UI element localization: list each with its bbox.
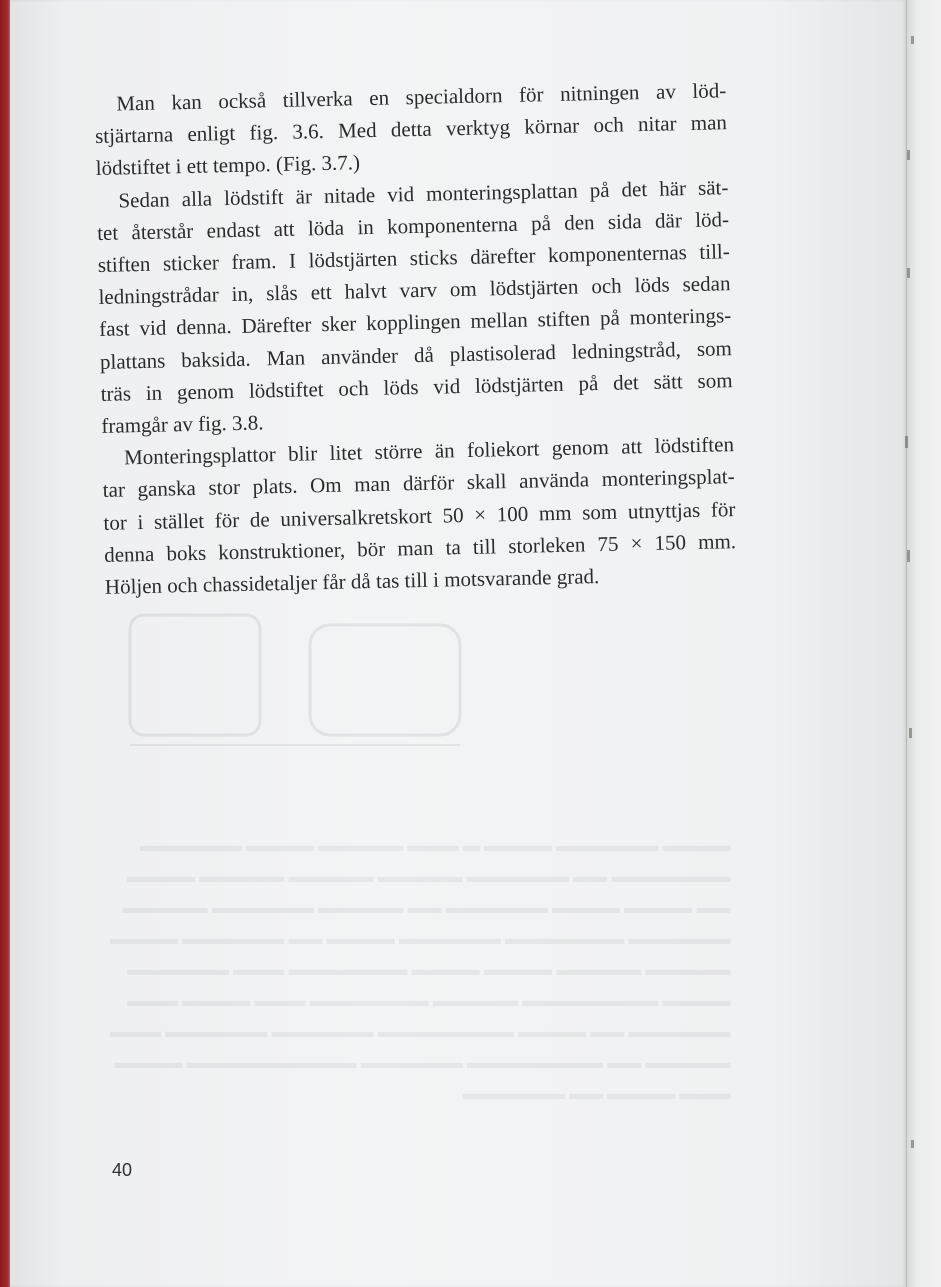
text-line: Monteringsplattor blir litet större än foliekort genom att lödstiften bbox=[123, 432, 735, 470]
binding-stitch bbox=[911, 36, 914, 44]
text-line: träs in genom lödstiftet och löds vid lödstjärten på det sätt som bbox=[100, 367, 733, 406]
paragraph-2 bbox=[96, 171, 733, 442]
paragraph-1 bbox=[94, 74, 728, 184]
show-through-text: ▬▬▬▬ ▬▬▬▬▬▬ ▬▬▬▬ ▬ ▬▬▬ ▬▬▬▬▬ ▬▬▬▬ ▬▬▬▬▬▬ ▬▬▬▬▬▬▬ ▬▬ ▬▬▬▬▬▬ ▬▬▬▬▬ ▬▬▬▬▬ ▬▬▬▬▬ ▬▬▬▬ ▬▬ ▬▬▬▬ ▬▬▬▬ ▬▬▬▬▬▬ ▬▬ ▬▬▬▬▬ ▬▬▬▬▬▬ ▬▬▬▬▬ ▬▬▬▬▬▬ ▬▬▬▬▬▬▬ ▬▬▬▬▬▬ ▬▬▬▬ ▬▬ ▬▬▬▬▬▬ ▬▬▬▬ ▬▬▬▬▬ ▬▬▬▬▬ ▬▬▬▬ ▬▬▬▬ ▬▬▬▬▬▬▬ ▬▬▬ ▬▬▬▬▬▬ ▬▬▬▬ ▬▬▬▬▬▬▬▬ ▬▬▬▬▬ ▬▬▬▬▬▬▬ ▬▬▬ ▬▬▬▬ ▬▬▬ ▬▬▬▬▬▬ ▬▬ ▬▬▬▬ ▬▬▬▬▬▬▬▬ ▬▬▬▬▬▬ ▬▬▬▬▬▬ ▬▬▬ ▬▬▬▬▬ ▬▬ ▬▬▬▬▬▬▬▬ ▬▬▬▬▬▬ ▬▬▬▬▬▬▬▬▬▬ ▬▬▬▬ ▬▬▬ ▬▬▬▬ ▬▬ ▬▬▬▬▬▬ bbox=[110, 836, 731, 1103]
text-line: tor i stället för de universalkretskort 50 × 100 mm som utnyttjas för bbox=[103, 496, 736, 535]
text-line: framgår av fig. 3.8. bbox=[101, 410, 264, 438]
text-line: Man kan också tillverka en specialdorn för nitningen av löd- bbox=[116, 78, 727, 116]
paragraph-3 bbox=[102, 428, 737, 603]
page-number: 40 bbox=[112, 1160, 133, 1180]
text-line: denna boks konstruktioner, bör man ta till storleken 75 × 150 mm. bbox=[103, 528, 737, 567]
next-page-edge bbox=[906, 0, 941, 1287]
binding-stitch bbox=[909, 728, 912, 738]
text-line: tar ganska stor plats. Om man därför skall använda monteringsplat- bbox=[102, 464, 735, 503]
text-line: Höljen och chassidetaljer får då tas till i motsvarande grad. bbox=[104, 564, 600, 599]
binding-stitch bbox=[905, 436, 908, 448]
body-text bbox=[94, 74, 737, 603]
text-line: lödstiftet i ett tempo. (Fig. 3.7.) bbox=[95, 150, 361, 181]
binding-stitch bbox=[907, 550, 910, 562]
text-line: tet återstår endast att löda in komponenterna på den sida där löd- bbox=[96, 206, 730, 245]
text-line: stjärtarna enligt fig. 3.6. Med detta verktyg körnar och nitar man bbox=[94, 110, 728, 149]
text-line: ledningstrådar in, slås ett halvt varv om lödstjärten och löds sedan bbox=[98, 271, 731, 310]
text-line: fast vid denna. Därefter sker kopplingen mellan stiften på monterings- bbox=[99, 303, 732, 342]
binding-stitch bbox=[907, 150, 910, 160]
binding-stitch bbox=[907, 268, 910, 278]
text-line: stiften sticker fram. I lödstjärten sticks därefter komponenternas till- bbox=[97, 239, 730, 277]
show-through-figure bbox=[120, 605, 480, 755]
text-line: plattans baksida. Man använder då plastisolerad ledningstråd, som bbox=[99, 335, 733, 374]
text-line: Sedan alla lödstift är nitade vid monteringsplattan på det här sät- bbox=[118, 174, 729, 213]
binding-stitch bbox=[911, 1140, 914, 1148]
